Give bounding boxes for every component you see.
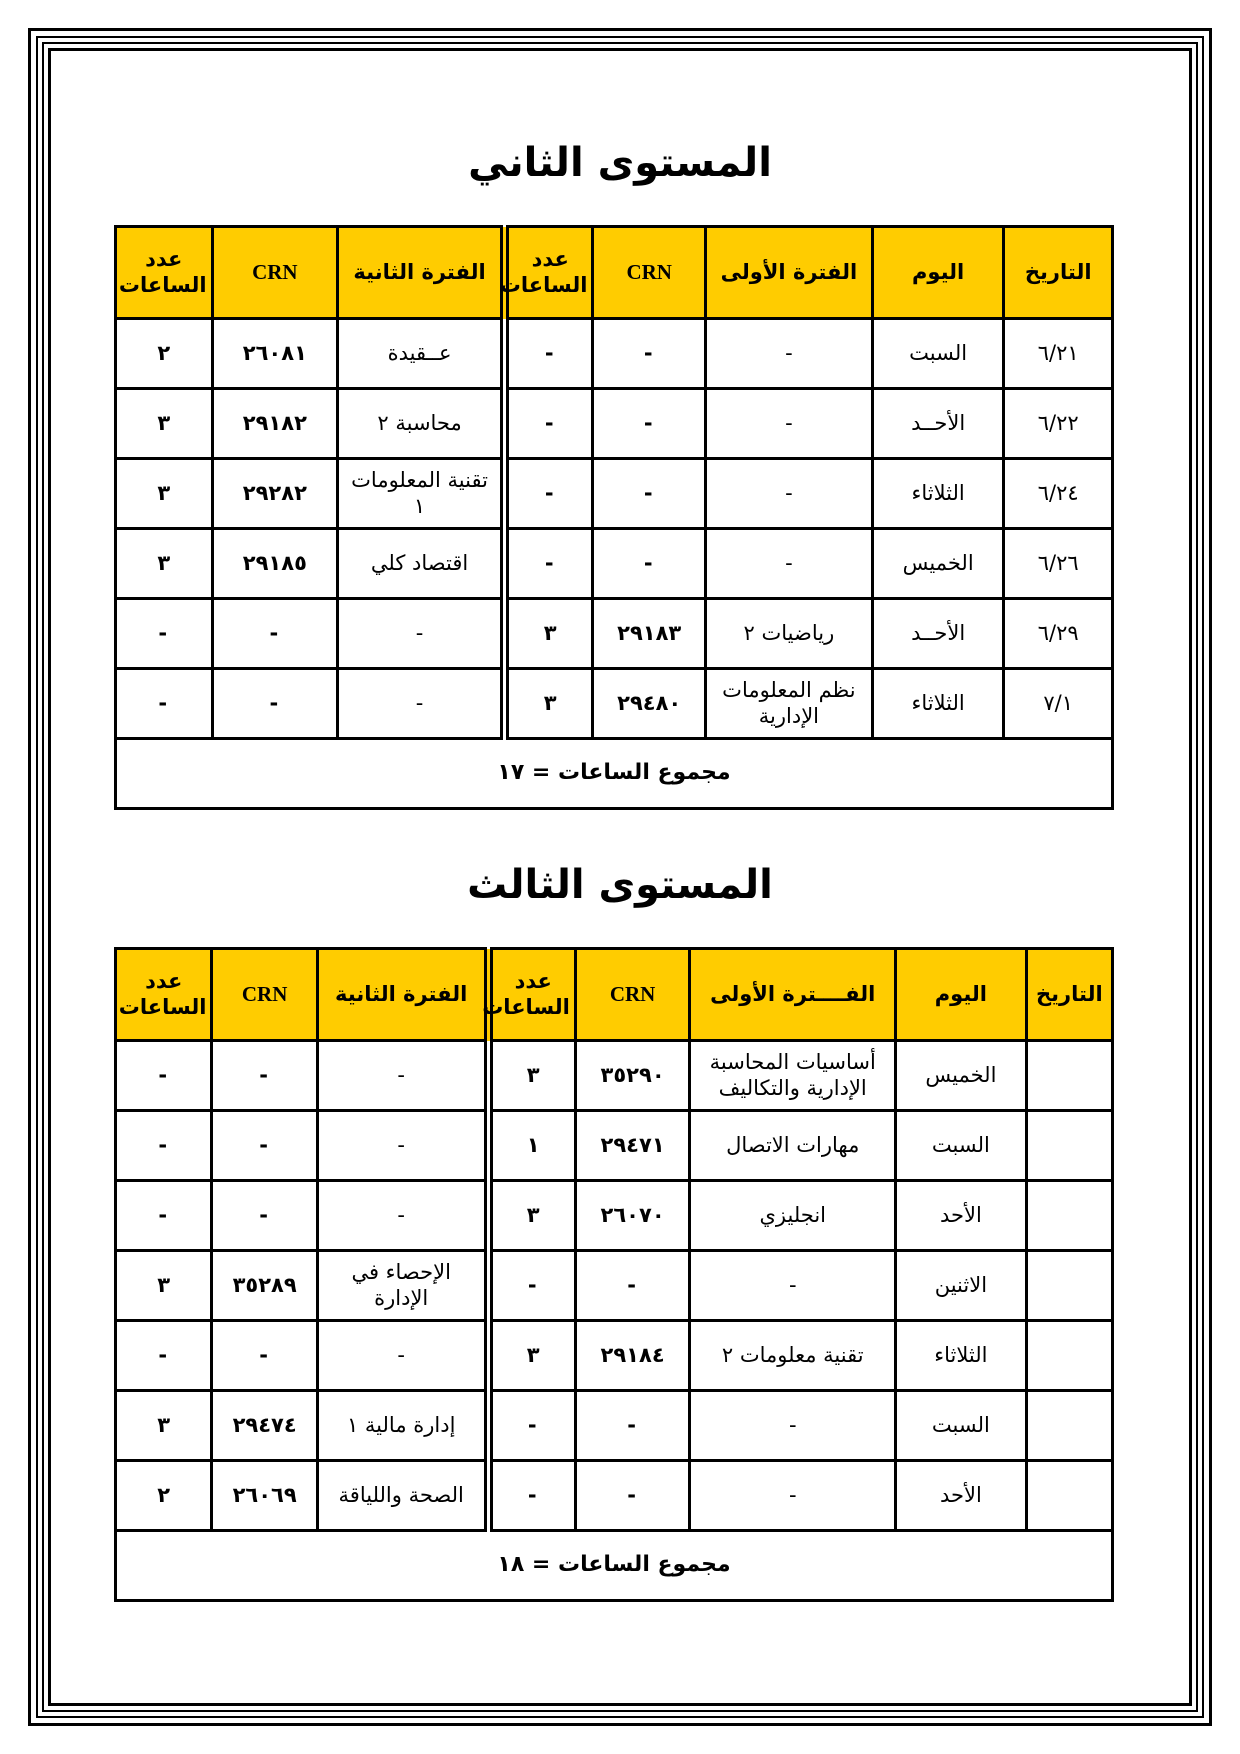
table-row [116,389,1113,459]
cell-period2-course: - [338,669,505,739]
table-row [116,1251,1113,1321]
cell-period2-course: - [317,1041,488,1111]
cell-period2-course: إدارة مالية ١ [317,1391,488,1461]
cell-period1-course: - [690,1461,896,1531]
cell-period2-course: الإحصاء في الإدارة [317,1251,488,1321]
header-hours2: عدد الساعات [116,227,213,319]
cell-crn2: - [212,1111,317,1181]
cell-date: ٦/٢٢ [1004,389,1113,459]
cell-hours2: ٣ [116,389,213,459]
header-day: اليوم [896,949,1027,1041]
cell-crn1: - [575,1391,689,1461]
cell-date [1026,1391,1112,1461]
level3-schedule-table [114,947,1114,1602]
cell-period1-course: نظم المعلومات الإدارية [705,669,872,739]
cell-hours1: - [504,319,592,389]
level2-schedule-table [114,225,1114,810]
cell-date [1026,1111,1112,1181]
cell-day: الثلاثاء [896,1321,1027,1391]
cell-day: الخميس [872,529,1004,599]
cell-hours1: - [488,1251,575,1321]
cell-date [1026,1321,1112,1391]
cell-hours2: - [116,1111,212,1181]
cell-hours1: - [488,1391,575,1461]
cell-crn1: ٢٩٤٧١ [575,1111,689,1181]
cell-crn1: ٣٥٢٩٠ [575,1041,689,1111]
header-crn1: CRN [575,949,689,1041]
table-row [116,529,1113,599]
cell-period2-course: محاسبة ٢ [338,389,505,459]
cell-hours2: ٢ [116,319,213,389]
table-row [116,459,1113,529]
table-row [116,1391,1113,1461]
cell-crn2: ٢٩٤٧٤ [212,1391,317,1461]
cell-hours1: ٣ [504,599,592,669]
cell-period1-course: - [705,459,872,529]
cell-crn2: ٢٦٠٨١ [212,319,338,389]
cell-period2-course: اقتصاد كلي [338,529,505,599]
cell-period2-course: - [317,1181,488,1251]
table-row [116,669,1113,739]
cell-hours2: ٣ [116,1391,212,1461]
header-crn1: CRN [593,227,706,319]
cell-date: ٦/٢٦ [1004,529,1113,599]
cell-day: السبت [896,1111,1027,1181]
table-row [116,599,1113,669]
cell-date [1026,1041,1112,1111]
cell-hours1: ١ [488,1111,575,1181]
cell-crn1: - [575,1461,689,1531]
cell-hours1: ٣ [504,669,592,739]
cell-hours1: ٣ [488,1181,575,1251]
cell-hours1: ٣ [488,1321,575,1391]
cell-date [1026,1181,1112,1251]
cell-period1-course: مهارات الاتصال [690,1111,896,1181]
cell-date: ٦/٢٤ [1004,459,1113,529]
cell-period1-course: - [705,389,872,459]
cell-day: الأحــد [872,389,1004,459]
cell-hours1: - [504,529,592,599]
cell-hours1: - [504,389,592,459]
cell-hours2: ٣ [116,1251,212,1321]
cell-date [1026,1251,1112,1321]
cell-date: ٦/٢٩ [1004,599,1113,669]
table-row [116,1461,1113,1531]
cell-crn1: - [593,459,706,529]
cell-hours1: ٣ [488,1041,575,1111]
cell-period1-course: رياضيات ٢ [705,599,872,669]
cell-period2-course: - [317,1111,488,1181]
header-hours2: عدد الساعات [116,949,212,1041]
cell-crn1: - [575,1251,689,1321]
header-day: اليوم [872,227,1004,319]
cell-crn1: ٢٩١٨٤ [575,1321,689,1391]
cell-crn1: - [593,319,706,389]
cell-period1-course: - [690,1391,896,1461]
cell-crn2: - [212,1041,317,1111]
cell-period2-course: الصحة واللياقة [317,1461,488,1531]
header-hours1: عدد الساعات [504,227,592,319]
cell-period2-course: - [338,599,505,669]
cell-crn1: - [593,529,706,599]
cell-day: الأحد [896,1181,1027,1251]
cell-date: ٦/٢١ [1004,319,1113,389]
header-date: التاريخ [1004,227,1113,319]
cell-period1-course: أساسيات المحاسبة الإدارية والتكاليف [690,1041,896,1111]
level3-title: المستوى الثالث [467,862,773,908]
table-row [116,1111,1113,1181]
header-hours1: عدد الساعات [488,949,575,1041]
cell-crn2: - [212,1321,317,1391]
header-period2: الفترة الثانية [338,227,505,319]
cell-period1-course: تقنية معلومات ٢ [690,1321,896,1391]
cell-day: الاثنين [896,1251,1027,1321]
header-period1: الفــــترة الأولى [690,949,896,1041]
cell-period2-course: عــقيدة [338,319,505,389]
header-period2: الفترة الثانية [317,949,488,1041]
cell-crn2: ٣٥٢٨٩ [212,1251,317,1321]
cell-period2-course: تقنية المعلومات ١ [338,459,505,529]
cell-hours2: - [116,1321,212,1391]
cell-crn1: ٢٦٠٧٠ [575,1181,689,1251]
header-crn2: CRN [212,227,338,319]
cell-crn2: ٢٩٢٨٢ [212,459,338,529]
cell-crn2: ٢٩١٨٥ [212,529,338,599]
header-date: التاريخ [1026,949,1112,1041]
cell-period2-course: - [317,1321,488,1391]
cell-hours2: ٣ [116,529,213,599]
cell-crn2: ٢٩١٨٢ [212,389,338,459]
cell-hours2: ٢ [116,1461,212,1531]
cell-day: الأحد [896,1461,1027,1531]
cell-hours1: - [488,1461,575,1531]
level3-total-hours: مجموع الساعات = ١٨ [116,1531,1113,1601]
cell-period1-course: - [690,1251,896,1321]
level2-title: المستوى الثاني [468,140,772,186]
cell-hours2: ٣ [116,459,213,529]
cell-day: السبت [896,1391,1027,1461]
level2-total-hours: مجموع الساعات = ١٧ [116,739,1113,809]
header-period1: الفترة الأولى [705,227,872,319]
cell-date [1026,1461,1112,1531]
cell-day: الخميس [896,1041,1027,1111]
cell-day: السبت [872,319,1004,389]
cell-period1-course: - [705,319,872,389]
cell-period1-course: انجليزي [690,1181,896,1251]
header-crn2: CRN [212,949,317,1041]
cell-crn2: - [212,669,338,739]
cell-crn2: - [212,1181,317,1251]
cell-hours2: - [116,1041,212,1111]
cell-crn2: - [212,599,338,669]
table-row [116,1041,1113,1111]
table-row [116,1321,1113,1391]
table-row [116,319,1113,389]
cell-day: الأحــد [872,599,1004,669]
cell-hours1: - [504,459,592,529]
cell-hours2: - [116,599,213,669]
cell-hours2: - [116,1181,212,1251]
cell-period1-course: - [705,529,872,599]
cell-crn1: ٢٩١٨٣ [593,599,706,669]
table-row [116,1181,1113,1251]
cell-crn1: ٢٩٤٨٠ [593,669,706,739]
cell-crn2: ٢٦٠٦٩ [212,1461,317,1531]
cell-hours2: - [116,669,213,739]
cell-date: ٧/١ [1004,669,1113,739]
cell-day: الثلاثاء [872,669,1004,739]
cell-crn1: - [593,389,706,459]
cell-day: الثلاثاء [872,459,1004,529]
